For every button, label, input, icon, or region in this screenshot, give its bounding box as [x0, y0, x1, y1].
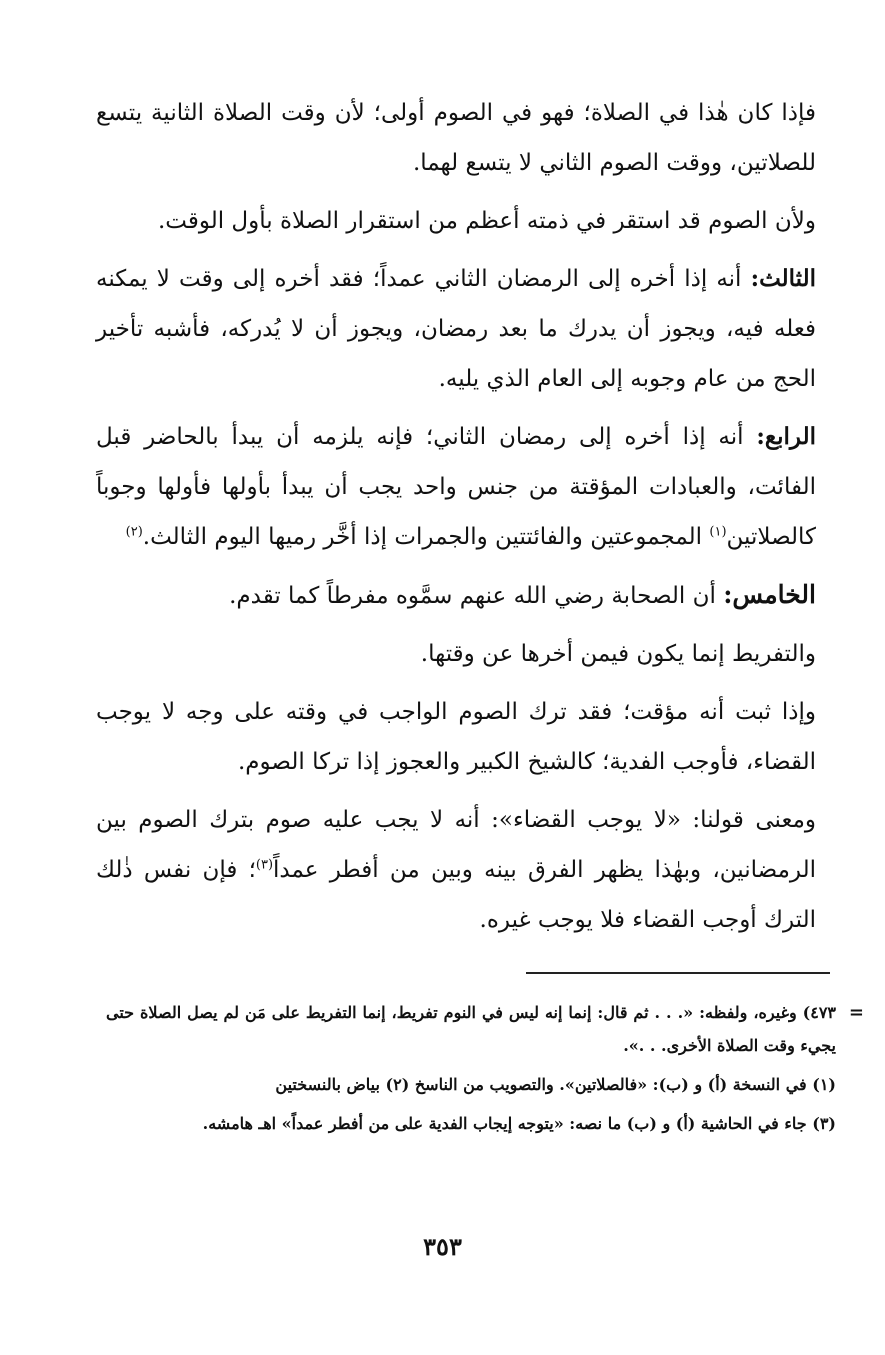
main-text — [96, 88, 816, 953]
paragraph-8-text-a: ومعنى قولنا: «لا يوجب القضاء»: أنه لا يجب عليه صوم بترك الصوم بين الرمضانين، وبهٰذا يظهر الفرق بينه وبين من أفطر عمداً — [96, 807, 816, 883]
paragraph-third-lead: الثالث: — [750, 265, 817, 292]
paragraph-8-text-b: ؛ فإن نفس ذٰلك الترك أوجب القضاء فلا يوجب غيره. — [96, 857, 816, 933]
paragraph-fourth-text-a: أنه إذا أخره إلى رمضان الثاني؛ فإنه يلزمه أن يبدأ بالحاضر قبل الفائت، والعبادات المؤقتة من جنس واحد يجب أن يبدأ بأولها فأولها وجوباً كالصلاتين — [96, 424, 816, 550]
footnote-3-text: (٣) جاء في الحاشية (أ) و (ب) ما نصه: «يتوجه إيجاب الفدية على من أفطر عمداً» اهـ هامشه. — [202, 1114, 836, 1133]
footnote-divider — [526, 972, 830, 974]
paragraph-1 — [96, 88, 816, 188]
page-number: ٣٥٣ — [423, 1232, 462, 1261]
paragraph-1-text: فإذا كان هٰذا في الصلاة؛ فهو في الصوم أولى؛ لأن وقت الصلاة الثانية يتسع للصلاتين، ووقت الصوم الثاني لا يتسع لهما. — [96, 100, 816, 176]
footnote-ref-2: (٢) — [125, 524, 143, 540]
paragraph-6-text: والتفريط إنما يكون فيمن أخرها عن وقتها. — [420, 641, 816, 667]
footnote-1-text: (١) في النسخة (أ) و (ب): «فالصلاتين». والتصويب من الناسخ (٢) بياض بالنسختين — [275, 1075, 836, 1094]
footnote-continuation — [106, 996, 864, 1062]
paragraph-fifth-lead: الخامس: — [723, 580, 816, 609]
footnote-3 — [106, 1107, 836, 1140]
footnote-continuation-text: ٤٧٣) وغيره، ولفظه: «. . . ثم قال: إنما إنه ليس في النوم تفريط، إنما التفريط على مَن لم يصل الصلاة حتى يجيء وقت الصلاة الأخرى. . .». — [106, 1003, 836, 1055]
paragraph-2 — [96, 196, 816, 246]
paragraph-7 — [96, 687, 816, 787]
paragraph-fourth — [96, 412, 816, 562]
paragraph-2-text: ولأن الصوم قد استقر في ذمته أعظم من استقرار الصلاة بأول الوقت. — [157, 208, 816, 234]
paragraph-third-text: أنه إذا أخره إلى الرمضان الثاني عمداً؛ فقد أخره إلى وقت لا يمكنه فعله فيه، ويجوز أن يدرك ما بعد رمضان، ويجوز أن لا يُدركه، فأشبه تأخير الحج من عام وجوبه إلى العام الذي يليه. — [96, 266, 816, 392]
paragraph-7-text: وإذا ثبت أنه مؤقت؛ فقد ترك الصوم الواجب في وقته على وجه لا يوجب القضاء، فأوجب الفدية؛ كالشيخ الكبير والعجوز إذا تركا الصوم. — [96, 699, 816, 775]
paragraph-fifth — [96, 570, 816, 621]
paragraph-8 — [96, 795, 816, 945]
paragraph-fifth-text: أن الصحابة رضي الله عنهم سمَّوه مفرطاً كما تقدم. — [229, 583, 716, 609]
paragraph-fourth-lead: الرابع: — [756, 423, 817, 450]
footnotes — [106, 996, 864, 1146]
paragraph-third — [96, 254, 816, 404]
footnote-ref-1: (١) — [709, 524, 727, 540]
paragraph-6 — [96, 629, 816, 679]
paragraph-fourth-text-b: المجموعتين والفائتتين والجمرات إذا أخَّر رميها اليوم الثالث. — [142, 524, 703, 550]
footnote-ref-3: (٣) — [255, 857, 274, 873]
footnote-1 — [106, 1068, 836, 1101]
continuation-marker: = — [848, 1002, 864, 1023]
